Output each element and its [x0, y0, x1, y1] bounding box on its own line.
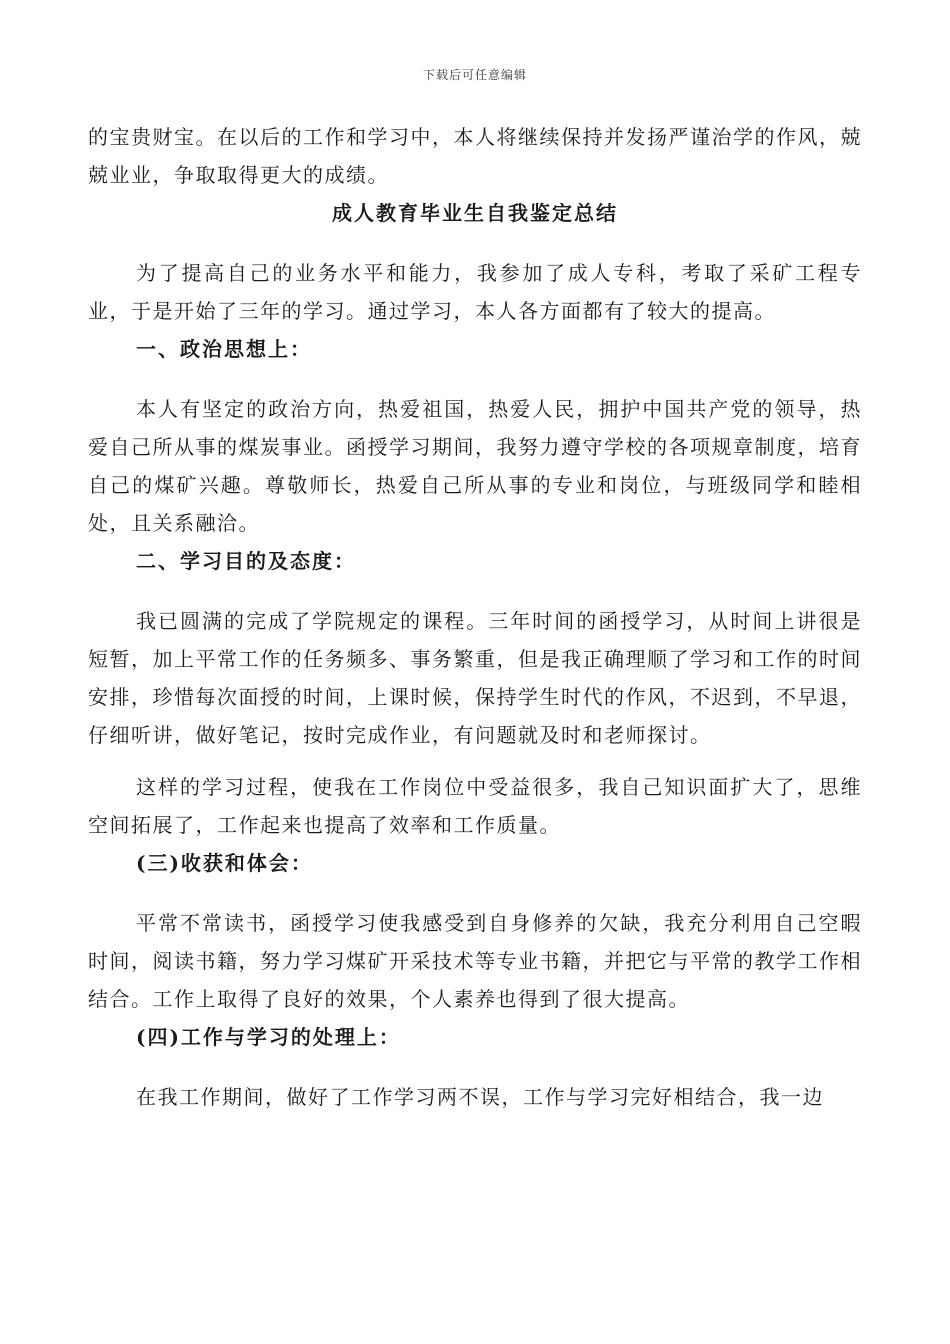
paragraph-3: 我已圆满的完成了学院规定的课程。三年时间的函授学习，从时间上讲很是短暂，加上平常工作的任务频多、事务繁重，但是我正确理顺了学习和工作的时间安排，珍惜每次面授的时间，上课时候，保持学生时代的作风，不迟到，不早退，仔细听讲，做好笔记，按时完成作业，有问题就及时和老师探讨。 [88, 609, 862, 747]
document-body [88, 118, 862, 1116]
paragraph-2: 本人有坚定的政治方向，热爱祖国，热爱人民，拥护中国共产党的领导，热爱自己所从事的煤炭事业。函授学习期间，我努力遵守学校的各项规章制度，培育自己的煤矿兴趣。尊敬师长，热爱自己所从事的专业和岗位，与班级同学和睦相处，且关系融洽。 [88, 397, 862, 535]
document-title: 成人教育毕业生自我鉴定总结 [332, 201, 618, 225]
paragraph-5: 平常不常读书，函授学习使我感受到自身修养的欠缺，我充分利用自己空暇时间，阅读书籍，努力学习煤矿开采技术等专业书籍，并把它与平常的教学工作相结合。工作上取得了良好的效果，个人素养也得到了很大提高。 [88, 911, 862, 1011]
section-heading-4: (四)工作与学习的处理上： [136, 1025, 401, 1049]
intro-paragraph: 的宝贵财宝。在以后的工作和学习中，本人将继续保持并发扬严谨治学的作风，兢兢业业，争取取得更大的成绩。 [88, 125, 862, 187]
paragraph-1: 为了提高自己的业务水平和能力，我参加了成人专科，考取了采矿工程专业，于是开始了三年的学习。通过学习，本人各方面都有了较大的提高。 [88, 261, 862, 323]
section-heading-1: 一、政治思想上： [136, 337, 312, 361]
paragraph-6: 在我工作期间，做好了工作学习两不误，工作与学习完好相结合，我一边 [136, 1085, 824, 1109]
paragraph-4: 这样的学习过程，使我在工作岗位中受益很多，我自己知识面扩大了，思维空间拓展了，工作起来也提高了效率和工作质量。 [88, 775, 862, 837]
section-heading-3: (三)收获和体会： [136, 851, 313, 875]
page-header: 下载后可任意编辑 [422, 68, 527, 82]
section-heading-2: 二、学习目的及态度： [136, 549, 356, 573]
